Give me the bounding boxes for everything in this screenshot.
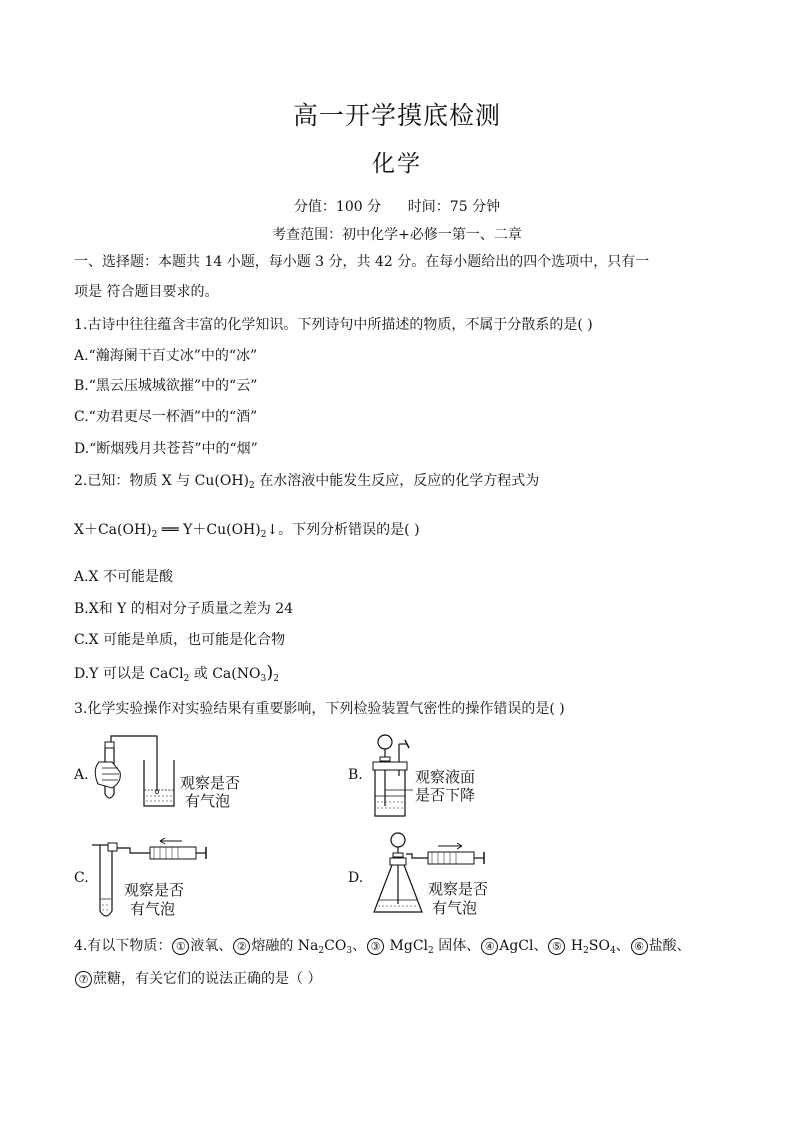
q4-item-3b: 固体、 [433, 938, 481, 954]
q4-num-4: ④ [481, 938, 498, 955]
q3-a-caption-2: 有气泡 [185, 792, 231, 810]
score-time-line [0, 196, 794, 216]
q4-item-2c: 、 [352, 938, 367, 954]
q2-eq-sub2: 2 [260, 530, 267, 540]
q3-figure-c [90, 835, 220, 925]
q2-stem-sub: 2 [249, 481, 255, 491]
q4-num-7: ⑦ [75, 971, 92, 988]
q4-item-6: 盐酸、 [648, 938, 691, 954]
q3-figure-b [365, 730, 505, 820]
section-intro-line2: 项是 符合题目要求的。 [74, 284, 219, 300]
q3-label-b: B. [348, 767, 363, 783]
q2-optd-sub: 2 [183, 674, 190, 684]
q4-sub-2: 3 [346, 946, 353, 956]
section-intro-line1: 一、选择题：本题共 14 小题，每小题 3 分，共 42 分。在每小题给出的四个选项中，只有一 [74, 254, 650, 270]
q4-item-4: AgCl、 [499, 938, 548, 954]
q4-intro: 4.有以下物质： [74, 938, 172, 954]
q2-optd-c: ) [266, 662, 274, 683]
q4-sub-5: 4 [609, 946, 616, 956]
time-unit: 分钟 [472, 199, 501, 215]
q2-optd-sub3: 2 [273, 674, 279, 684]
q2-optd-b: 或 Ca(NO [189, 666, 261, 682]
q2-eq-part-a: X＋Ca(OH) [74, 522, 152, 538]
score-value: 100 [335, 199, 363, 215]
q3-figure-d [370, 830, 510, 922]
q2-optd-a: D.Y 可以是 CaCl [74, 666, 184, 682]
q3-b-caption-1: 观察液面 [415, 768, 476, 786]
exam-title: 高一开学摸底检测 [292, 101, 501, 130]
q3-c-caption-1: 观察是否 [124, 881, 185, 899]
q4-item-5a: H [566, 938, 584, 954]
q2-option-b: B.X和 Y 的相对分子质量之差为 24 [74, 601, 294, 617]
q2-stem-text-b: 在水溶液中能发生反应，反应的化学方程式为 [254, 473, 540, 489]
q4-line2-text: 蔗糖，有关它们的说法正确的是（ ） [93, 971, 322, 987]
q4-num-6: ⑥ [631, 938, 648, 955]
q1-option-a: A.“瀚海阑干百丈冰”中的“冰” [74, 348, 258, 364]
q1-option-c: C.“劝君更尽一杯酒”中的“酒” [74, 409, 258, 425]
q4-num-2: ② [233, 938, 250, 955]
q2-optd-sub2: 3 [260, 674, 267, 684]
q4-sub-1: 2 [318, 946, 325, 956]
time-value: 75 [449, 199, 468, 215]
q2-stem [74, 472, 539, 495]
q2-equation [74, 521, 420, 544]
q4-item-2a: 熔融的 Na [251, 938, 319, 954]
q4-item-5c: 、 [615, 938, 630, 954]
q4-sub-3: 2 [428, 946, 434, 956]
score-unit: 分 [367, 199, 382, 215]
q1-option-b: B.“黑云压城城欲摧”中的“云” [74, 378, 258, 394]
q2-eq-part-c: ↓。下列分析错误的是( ) [266, 522, 420, 538]
q3-d-caption-1: 观察是否 [428, 880, 489, 898]
q3-label-d: D. [348, 870, 364, 886]
q2-eq-sub1: 2 [151, 530, 158, 540]
score-label: 分值： [293, 199, 336, 215]
q2-option-c: C.X 可能是单质，也可能是化合物 [74, 632, 286, 648]
q3-b-caption-2: 是否下降 [415, 786, 476, 804]
q4-num-3: ③ [367, 938, 384, 955]
q3-label-c: C. [74, 870, 89, 886]
q2-option-d [74, 664, 279, 688]
q2-stem-text-a: 2.已知：物质 X 与 Cu(OH) [74, 473, 250, 489]
q4-item-1: 液氧、 [190, 938, 233, 954]
q3-d-caption-2: 有气泡 [432, 899, 478, 917]
q3-label-a: A. [74, 767, 89, 783]
q2-eq-part-b: ══ Y＋Cu(OH) [157, 522, 261, 538]
q3-figure-a [90, 732, 260, 812]
q3-a-caption-1: 观察是否 [180, 774, 241, 792]
q4-item-5b: SO [588, 938, 610, 954]
q1-stem: 1.古诗中往往蕴含丰富的化学知识。下列诗句中所描述的物质，不属于分散系的是( ) [74, 317, 593, 333]
q4-num-5: ⑤ [548, 938, 565, 955]
q1-option-d: D.“断烟残月共苍苔”中的“烟” [74, 441, 258, 457]
q4-num-1: ① [172, 938, 189, 955]
q4-item-3a: MgCl [385, 938, 429, 954]
subject-title: 化学 [372, 151, 422, 177]
q3-stem: 3.化学实验操作对实验结果有重要影响，下列检验装置气密性的操作错误的是( ) [74, 701, 565, 717]
q2-option-a: A.X 不可能是酸 [74, 569, 173, 585]
q3-c-caption-2: 有气泡 [130, 900, 176, 918]
q4-line1 [74, 937, 691, 960]
time-label: 时间： [407, 199, 450, 215]
q4-line2 [74, 970, 321, 988]
scope-line: 考查范围：初中化学+必修一第一、二章 [272, 227, 522, 243]
q4-item-2b: CO [324, 938, 347, 954]
q4-sub-4: 2 [583, 946, 589, 956]
